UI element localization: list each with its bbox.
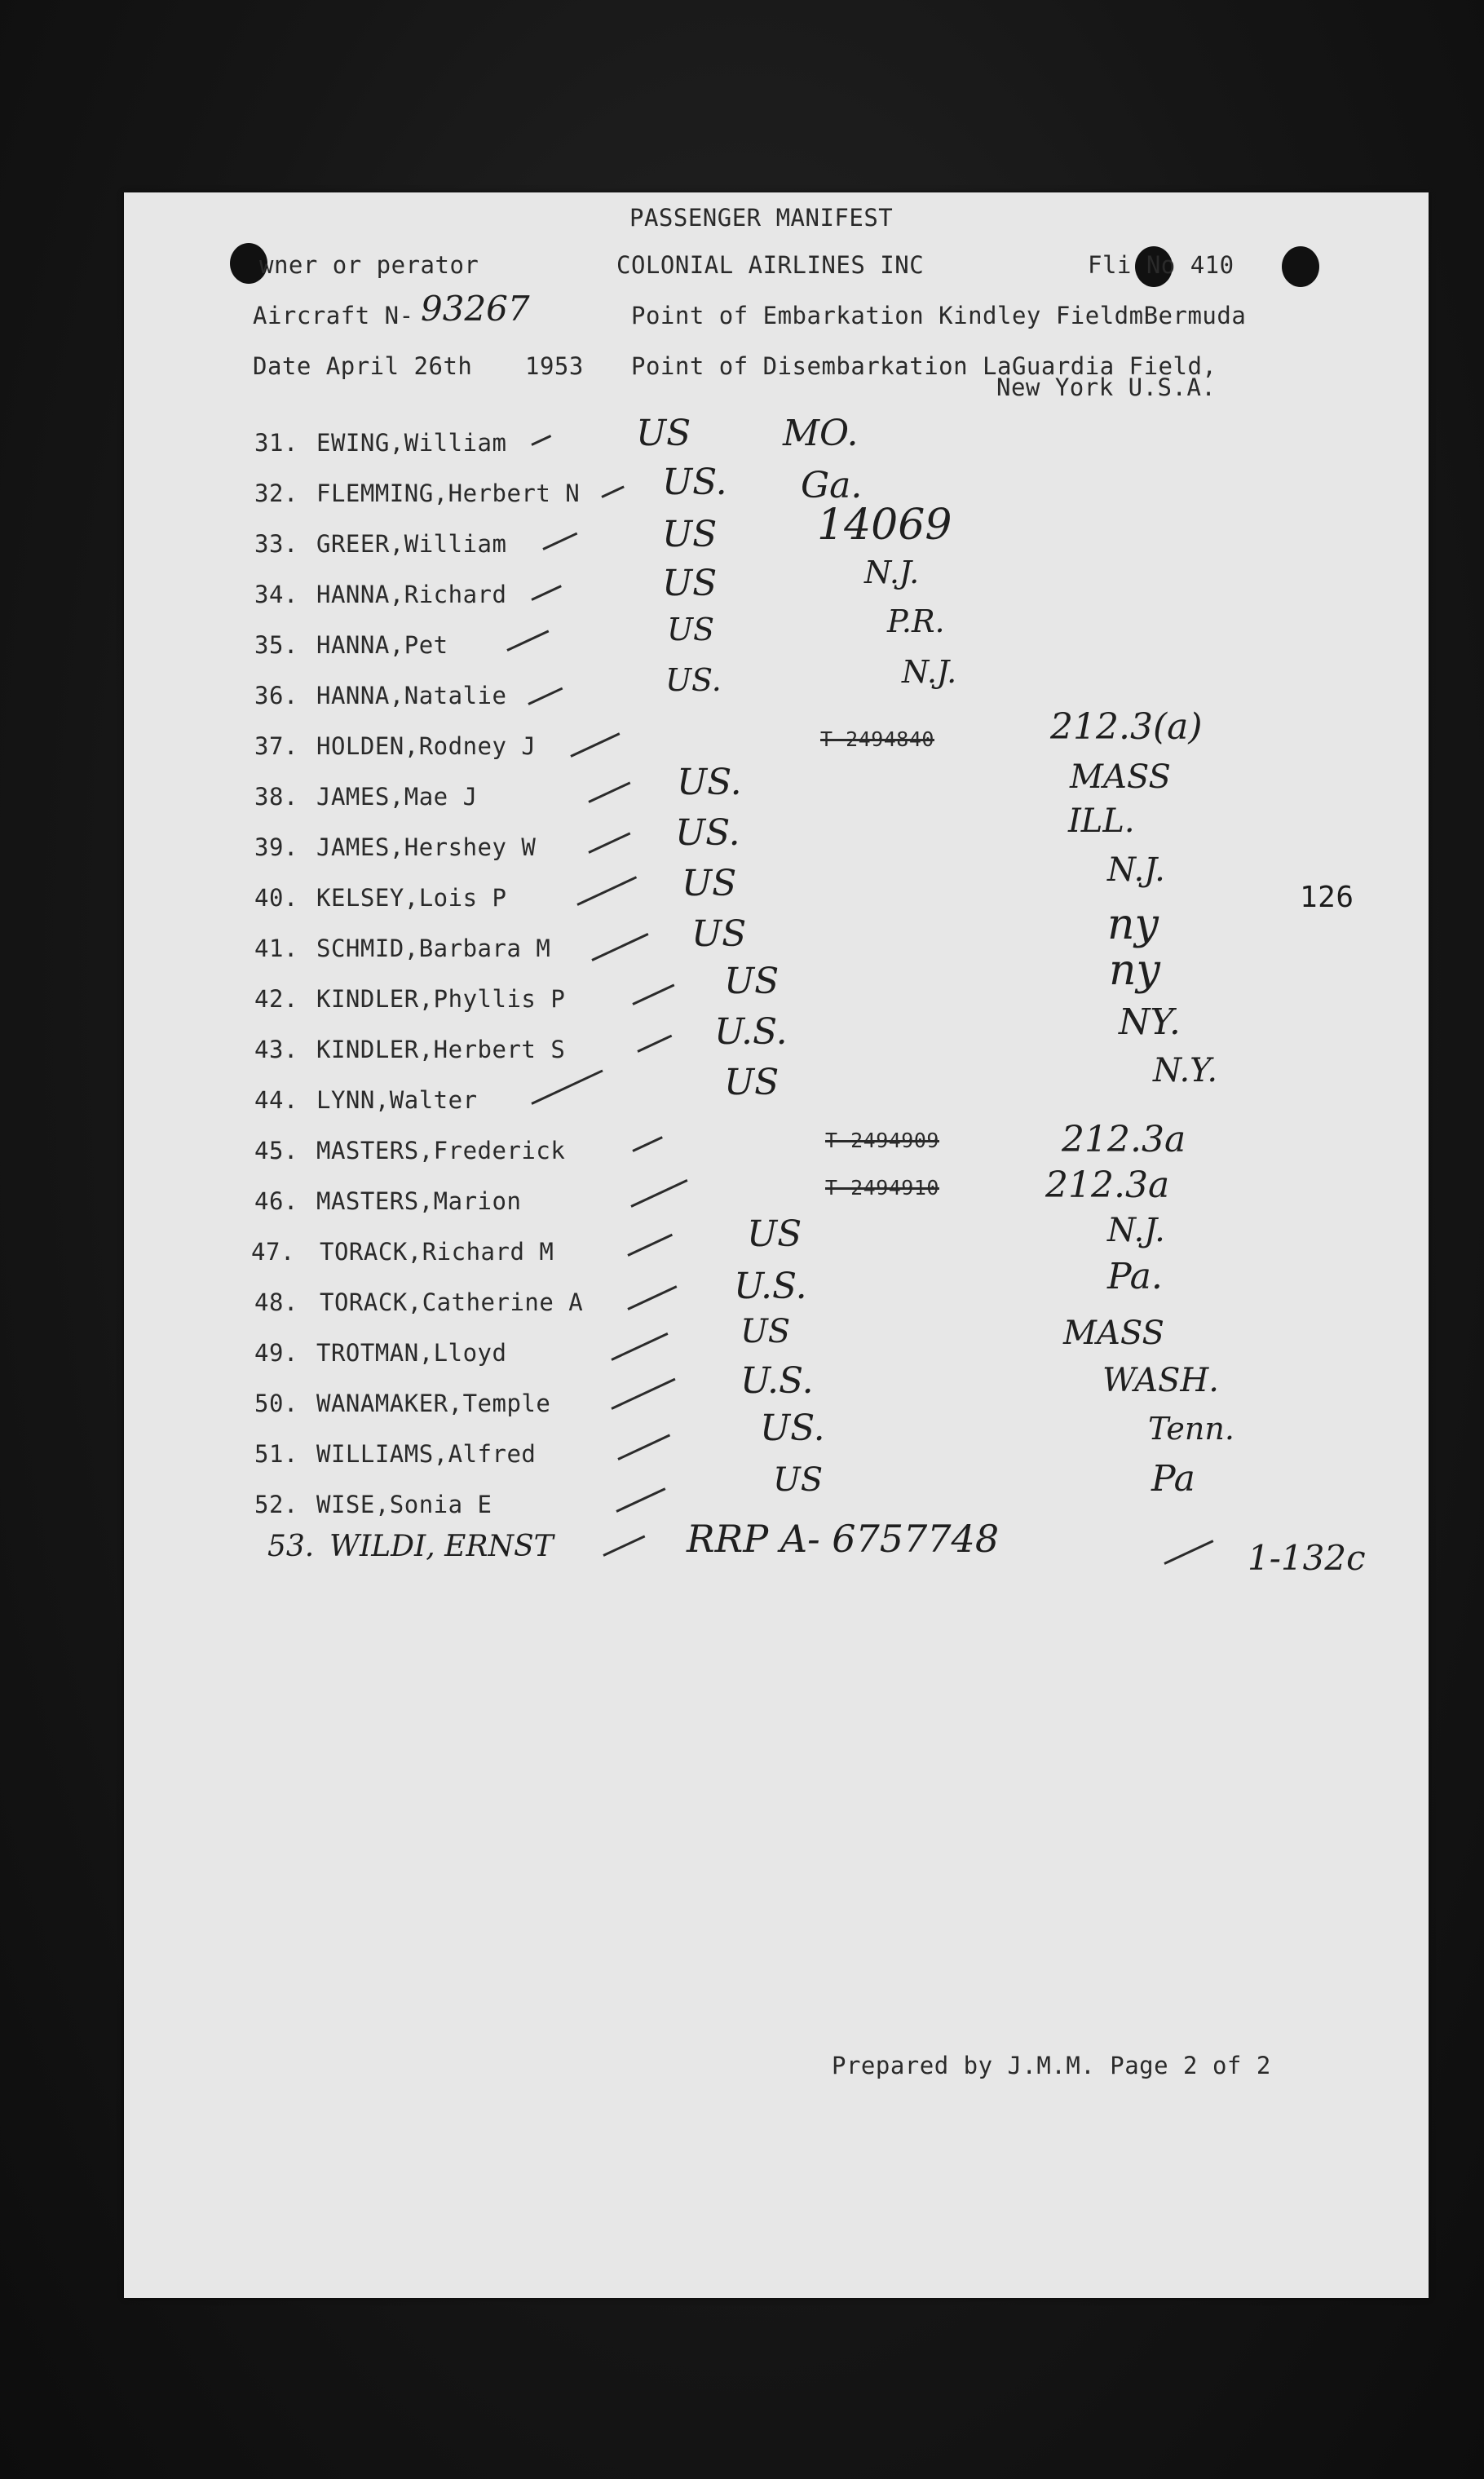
passenger-name: TORACK,Richard M — [320, 1238, 554, 1266]
passenger-name: WISE,Sonia E — [316, 1491, 492, 1518]
residence: ny — [1109, 946, 1160, 995]
citizenship: US. — [665, 662, 722, 698]
flight-number-label: Fli No 410 — [1088, 251, 1234, 279]
row-number: 50. — [254, 1390, 298, 1417]
manifest-title: PASSENGER MANIFEST — [629, 204, 894, 232]
passenger-name: JAMES,Hershey W — [316, 833, 537, 861]
passenger-name: FLEMMING,Herbert N — [316, 479, 581, 507]
citizenship: US — [682, 863, 737, 904]
passenger-name: WILLIAMS,Alfred — [316, 1440, 537, 1468]
check-mark — [531, 435, 551, 446]
passenger-name: HOLDEN,Rodney J — [316, 732, 537, 760]
passenger-name: TORACK,Catherine A — [320, 1288, 584, 1316]
passenger-name: LYNN,Walter — [316, 1086, 478, 1114]
residence: ny — [1107, 900, 1159, 949]
owner-operator-label: wner or perator — [259, 251, 479, 279]
passenger-name: WANAMAKER,Temple — [316, 1390, 551, 1417]
citizenship: US — [662, 563, 718, 604]
passenger-name: GREER,William — [316, 530, 507, 558]
passenger-name: TROTMAN,Lloyd — [316, 1339, 507, 1367]
residence: WASH. — [1102, 1362, 1220, 1399]
citizenship: US — [636, 413, 691, 454]
row-number: 41. — [254, 935, 298, 962]
row-number: 52. — [254, 1491, 298, 1518]
residence: Ga. — [801, 465, 863, 506]
check-mark — [531, 585, 562, 601]
check-mark — [616, 1487, 665, 1513]
check-mark — [632, 1136, 663, 1152]
passenger-name: MASTERS,Frederick — [316, 1137, 566, 1164]
row-number: 35. — [254, 631, 298, 659]
residence: Pa — [1151, 1458, 1195, 1500]
slash-mark — [1164, 1540, 1213, 1565]
embarkation-label: Point of Embarkation Kindley FieldmBermuda — [631, 302, 1247, 329]
disembarkation-city: New York U.S.A. — [996, 373, 1217, 401]
margin-number: 126 — [1300, 881, 1354, 914]
disembarkation-label: Point of Disembarkation LaGuardia Field, — [631, 352, 1217, 380]
check-mark — [637, 1035, 672, 1053]
page-footer: Prepared by J.M.M. Page 2 of 2 — [832, 2052, 1271, 2079]
check-mark — [588, 832, 630, 853]
row-number: 45. — [254, 1137, 298, 1164]
row-number: 44. — [254, 1086, 298, 1114]
residence: N.J. — [1107, 851, 1165, 889]
residence: MO. — [783, 413, 859, 454]
residence: N.J. — [864, 555, 920, 590]
citizenship: U.S. — [734, 1266, 807, 1307]
citizenship: US — [740, 1313, 791, 1350]
row-number: 43. — [254, 1036, 298, 1063]
residence: MASS — [1063, 1315, 1164, 1352]
passenger-name: SCHMID,Barbara M — [316, 935, 551, 962]
passenger-name: HANNA,Pet — [316, 631, 448, 659]
row-number: 49. — [254, 1339, 298, 1367]
aircraft-number: 93267 — [421, 289, 530, 329]
citizenship: US. — [675, 812, 740, 854]
check-mark — [531, 1070, 603, 1105]
residence: MASS — [1070, 758, 1171, 796]
citizenship: US — [724, 961, 780, 1002]
check-mark — [591, 933, 648, 961]
residence: Pa. — [1107, 1256, 1163, 1297]
check-mark — [528, 687, 563, 705]
check-mark — [617, 1434, 670, 1460]
ticket-number: T-2494840 — [820, 727, 934, 751]
row-number: 33. — [254, 530, 298, 558]
check-mark — [542, 532, 577, 550]
row-number: 48. — [254, 1288, 298, 1316]
check-mark — [588, 781, 630, 802]
citizenship: US — [724, 1062, 780, 1103]
check-mark — [506, 630, 549, 651]
row-number: 36. — [254, 682, 298, 709]
citizenship: US. — [677, 762, 742, 803]
residence: 212.3a — [1062, 1119, 1186, 1160]
citizenship: US — [773, 1461, 824, 1499]
citizenship: US — [747, 1213, 802, 1255]
residence: NY. — [1119, 1001, 1181, 1043]
passenger-name: KELSEY,Lois P — [316, 884, 507, 912]
residence: Tenn. — [1148, 1411, 1234, 1447]
row-number: 47. — [251, 1238, 295, 1266]
row-number: 38. — [254, 783, 298, 811]
citizenship: US. — [662, 462, 727, 503]
carrier-name: COLONIAL AIRLINES INC — [616, 251, 925, 279]
row-number: 37. — [254, 732, 298, 760]
passenger-name: WILDI, ERNST — [329, 1530, 554, 1563]
citizenship: US — [662, 514, 718, 555]
punch-hole-right — [1282, 246, 1319, 287]
passenger-name: KINDLER,Herbert S — [316, 1036, 566, 1063]
reentry-permit: RRP A- 6757748 — [687, 1517, 1000, 1561]
manifest-page — [124, 192, 1429, 2298]
date-label: Date April 26th — [253, 352, 473, 380]
passenger-name: HANNA,Natalie — [316, 682, 507, 709]
check-mark — [570, 732, 620, 758]
check-mark — [601, 485, 624, 497]
ticket-number: T-2494910 — [825, 1176, 939, 1200]
row-number: 34. — [254, 581, 298, 608]
residence: P.R. — [887, 603, 945, 639]
year: 1953 — [525, 352, 584, 380]
row-number: 42. — [254, 985, 298, 1013]
check-mark — [603, 1535, 645, 1556]
citizenship: U.S. — [714, 1011, 788, 1053]
check-mark — [611, 1378, 675, 1410]
row-number: 51. — [254, 1440, 298, 1468]
passenger-name: JAMES,Mae J — [316, 783, 478, 811]
citizenship: US — [691, 913, 747, 955]
residence: ILL. — [1068, 802, 1135, 840]
citizenship: US — [667, 612, 715, 647]
citizenship: U.S. — [740, 1360, 814, 1402]
residence: 14069 — [817, 501, 952, 550]
row-number: 46. — [254, 1187, 298, 1215]
check-mark — [632, 983, 674, 1005]
row-number: 39. — [254, 833, 298, 861]
residence: 212.3(a) — [1050, 706, 1203, 748]
check-mark — [576, 876, 637, 906]
status-code: 1-132c — [1248, 1538, 1366, 1578]
passenger-name: MASTERS,Marion — [316, 1187, 522, 1215]
aircraft-label: Aircraft N- — [253, 302, 414, 329]
residence: N.J. — [1107, 1212, 1165, 1249]
row-number: 53. — [267, 1530, 315, 1563]
passenger-name: KINDLER,Phyllis P — [316, 985, 566, 1013]
check-mark — [611, 1332, 668, 1361]
check-mark — [630, 1179, 687, 1208]
row-number: 40. — [254, 884, 298, 912]
row-number: 31. — [254, 429, 298, 457]
residence: N.Y. — [1153, 1052, 1218, 1089]
check-mark — [627, 1234, 673, 1257]
passenger-name: HANNA,Richard — [316, 581, 507, 608]
row-number: 32. — [254, 479, 298, 507]
ticket-number: T-2494909 — [825, 1129, 939, 1152]
check-mark — [627, 1285, 677, 1310]
residence: 212.3a — [1045, 1164, 1170, 1206]
passenger-name: EWING,William — [316, 429, 507, 457]
residence: N.J. — [902, 654, 957, 690]
citizenship: US. — [760, 1407, 825, 1449]
